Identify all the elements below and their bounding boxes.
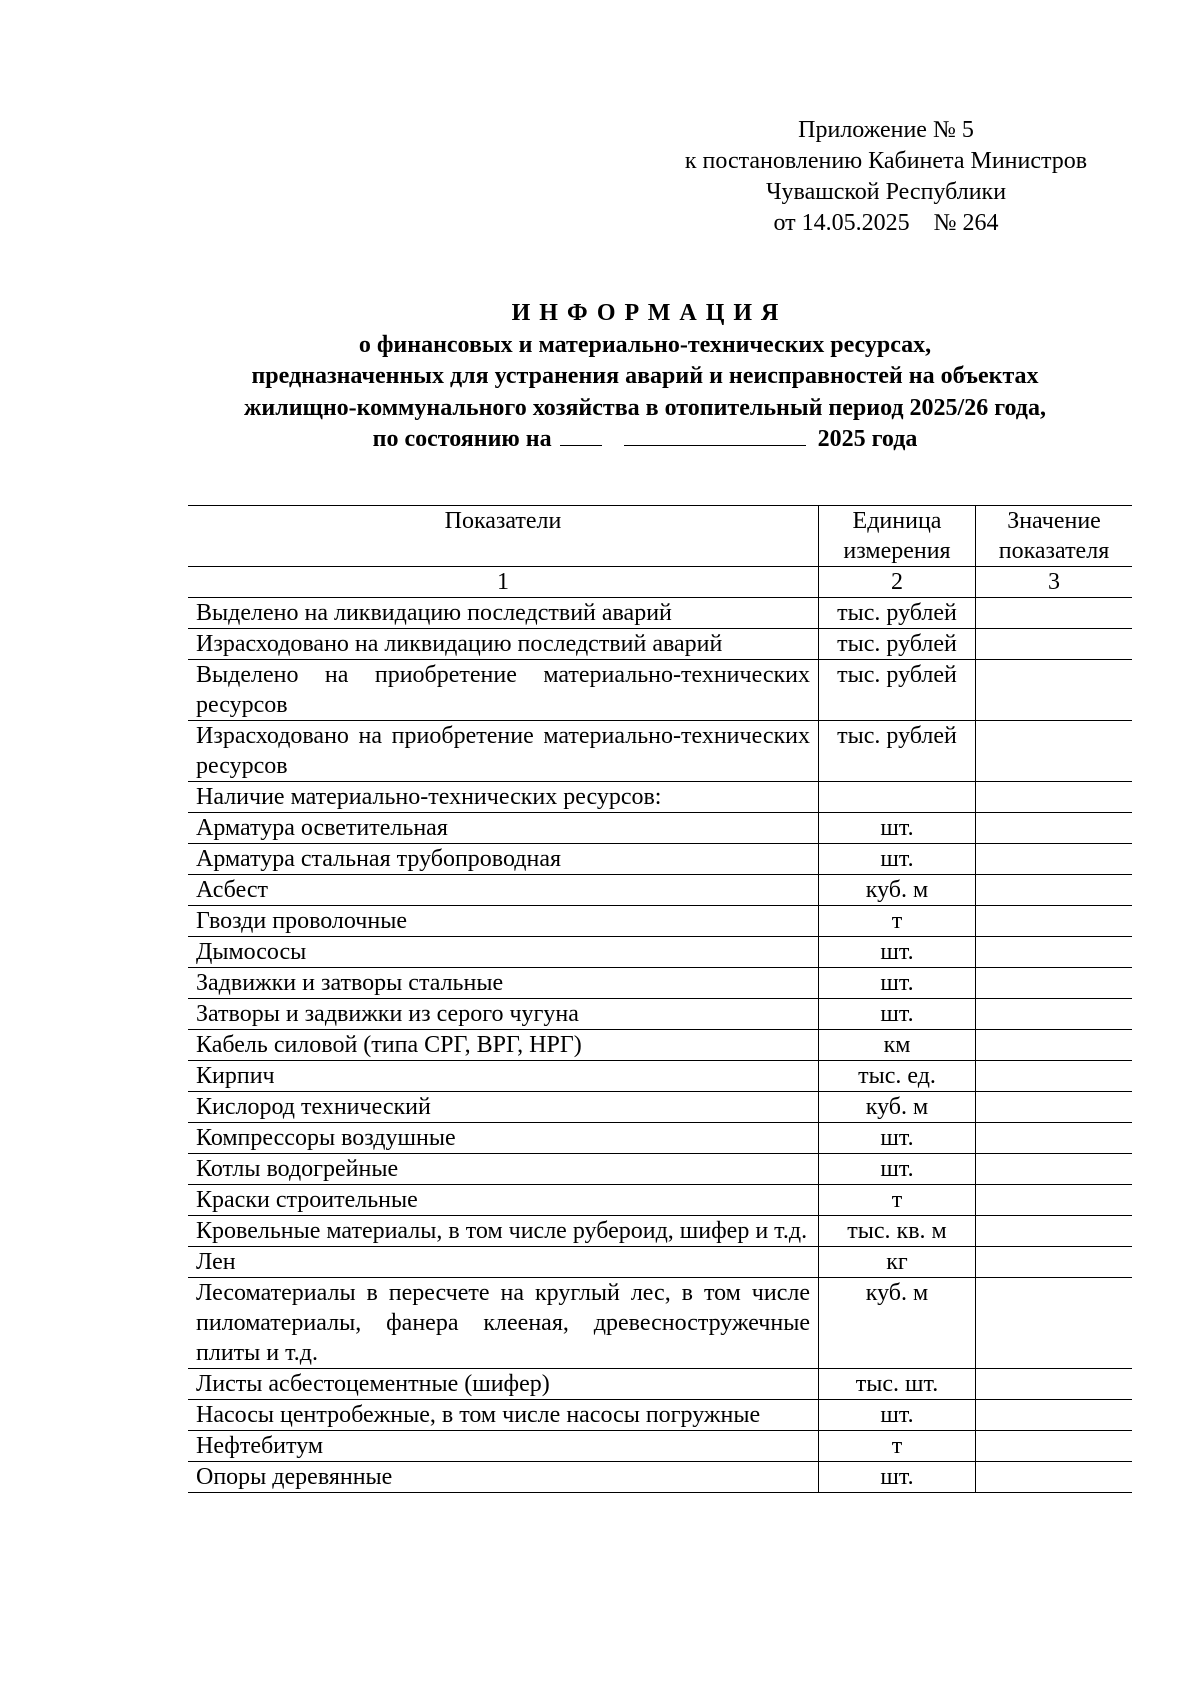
unit-cell: шт. [819, 999, 976, 1030]
appendix-block [660, 115, 1112, 239]
unit-cell: куб. м [819, 1092, 976, 1123]
table-row [188, 1278, 1132, 1369]
table-row [188, 937, 1132, 968]
value-cell[interactable] [976, 813, 1133, 844]
table-row [188, 844, 1132, 875]
unit-cell: тыс. кв. м [819, 1216, 976, 1247]
column-number-3: 3 [976, 567, 1133, 598]
header-unit: Единица измерения [819, 506, 976, 567]
table-row [188, 1247, 1132, 1278]
value-cell[interactable] [976, 875, 1133, 906]
indicator-cell: Краски строительные [188, 1185, 819, 1216]
appendix-line-2: к постановлению Кабинета Министров [684, 148, 1088, 174]
unit-cell: шт. [819, 1400, 976, 1431]
value-cell[interactable] [976, 937, 1133, 968]
indicator-cell: Опоры деревянные [188, 1462, 819, 1493]
unit-cell: т [819, 1185, 976, 1216]
value-cell[interactable] [976, 906, 1133, 937]
unit-cell: тыс. рублей [819, 660, 976, 721]
unit-cell: тыс. рублей [819, 721, 976, 782]
table-row [188, 999, 1132, 1030]
title-line-3: жилищно-коммунального хозяйства в отопительный период 2025/26 года, [244, 394, 1046, 421]
unit-cell: куб. м [819, 875, 976, 906]
value-cell[interactable] [976, 1030, 1133, 1061]
indicator-cell: Листы асбестоцементные (шифер) [188, 1369, 819, 1400]
indicator-cell: Арматура осветительная [188, 813, 819, 844]
unit-cell: тыс. рублей [819, 598, 976, 629]
column-number-2: 2 [819, 567, 976, 598]
indicator-cell: Насосы центробежные, в том числе насосы погружные [188, 1400, 819, 1431]
unit-cell: тыс. ед. [819, 1061, 976, 1092]
table-row [188, 629, 1132, 660]
table-row [188, 1123, 1132, 1154]
table-header-row [188, 506, 1132, 567]
unit-cell: шт. [819, 937, 976, 968]
indicator-cell: Кровельные материалы, в том числе рубероид, шифер и т.д. [188, 1216, 819, 1247]
value-cell[interactable] [976, 1462, 1133, 1493]
title-line-4 [175, 424, 1115, 456]
unit-cell: км [819, 1030, 976, 1061]
table-row [188, 721, 1132, 782]
value-cell[interactable] [976, 1092, 1133, 1123]
value-cell[interactable] [976, 1278, 1133, 1369]
day-blank-field[interactable] [560, 425, 602, 446]
value-cell[interactable] [976, 999, 1133, 1030]
indicator-cell: Затворы и задвижки из серого чугуна [188, 999, 819, 1030]
indicator-cell: Лен [188, 1247, 819, 1278]
indicator-cell: Задвижки и затворы стальные [188, 968, 819, 999]
value-cell[interactable] [976, 782, 1133, 813]
indicator-cell: Израсходовано на ликвидацию последствий аварий [188, 629, 819, 660]
value-cell[interactable] [976, 1154, 1133, 1185]
indicator-cell: Кабель силовой (типа СРГ, ВРГ, НРГ) [188, 1030, 819, 1061]
appendix-line-1: Приложение № 5 [798, 117, 974, 143]
unit-cell: тыс. рублей [819, 629, 976, 660]
title-line-2: предназначенных для устранения аварий и неисправностей на объектах [251, 363, 1039, 389]
table-row [188, 1154, 1132, 1185]
unit-cell [819, 782, 976, 813]
value-cell[interactable] [976, 721, 1133, 782]
unit-cell: шт. [819, 844, 976, 875]
table-body [188, 598, 1132, 1493]
appendix-date: от 14.05.2025 [773, 210, 910, 236]
column-number-1: 1 [188, 567, 819, 598]
value-cell[interactable] [976, 968, 1133, 999]
table-row [188, 1462, 1132, 1493]
title-line-1: о финансовых и материально-технических ресурсах, [358, 331, 932, 358]
table-row [188, 1185, 1132, 1216]
indicator-cell: Нефтебитум [188, 1431, 819, 1462]
table-row [188, 968, 1132, 999]
table-row [188, 906, 1132, 937]
month-blank-field[interactable] [624, 425, 806, 446]
indicator-cell: Лесоматериалы в пересчете на круглый лес, в том числе пиломатериалы, фанера клееная, древесностружечные плиты и т.д. [188, 1278, 819, 1369]
table-row [188, 1216, 1132, 1247]
title-main: ИНФОРМАЦИЯ [511, 300, 788, 326]
table-row [188, 598, 1132, 629]
value-cell[interactable] [976, 629, 1133, 660]
value-cell[interactable] [976, 660, 1133, 721]
unit-cell: куб. м [819, 1278, 976, 1369]
value-cell[interactable] [976, 1431, 1133, 1462]
indicator-cell: Гвозди проволочные [188, 906, 819, 937]
indicator-cell: Кислород технический [188, 1092, 819, 1123]
table-number-row [188, 567, 1132, 598]
table-row [188, 875, 1132, 906]
value-cell[interactable] [976, 598, 1133, 629]
title-date-suffix: 2025 года [817, 426, 918, 452]
table-row [188, 1092, 1132, 1123]
value-cell[interactable] [976, 1061, 1133, 1092]
indicator-cell: Асбест [188, 875, 819, 906]
indicator-cell: Котлы водогрейные [188, 1154, 819, 1185]
value-cell[interactable] [976, 1247, 1133, 1278]
resources-table [188, 505, 1132, 1493]
unit-cell: шт. [819, 968, 976, 999]
indicator-cell: Кирпич [188, 1061, 819, 1092]
indicator-cell: Компрессоры воздушные [188, 1123, 819, 1154]
value-cell[interactable] [976, 1123, 1133, 1154]
unit-cell: шт. [819, 1123, 976, 1154]
indicator-cell: Дымососы [188, 937, 819, 968]
table-row [188, 1431, 1132, 1462]
indicator-cell: Выделено на ликвидацию последствий аварий [188, 598, 819, 629]
value-cell[interactable] [976, 1185, 1133, 1216]
section-heading: Наличие материально-технических ресурсов: [188, 782, 819, 813]
appendix-line-3: Чувашской Республики [765, 179, 1007, 205]
table-row [188, 813, 1132, 844]
appendix-number: № 264 [933, 210, 999, 236]
unit-cell: т [819, 906, 976, 937]
table-row [188, 1061, 1132, 1092]
unit-cell: шт. [819, 813, 976, 844]
indicator-cell: Выделено на приобретение материально-технических ресурсов [188, 660, 819, 721]
unit-cell: кг [819, 1247, 976, 1278]
table-row [188, 1369, 1132, 1400]
appendix-date-line [660, 208, 1112, 239]
table-row [188, 1030, 1132, 1061]
value-cell[interactable] [976, 844, 1133, 875]
table-row [188, 1400, 1132, 1431]
unit-cell: шт. [819, 1154, 976, 1185]
unit-cell: шт. [819, 1462, 976, 1493]
indicator-cell: Израсходовано на приобретение материально-технических ресурсов [188, 721, 819, 782]
header-indicators: Показатели [188, 506, 819, 567]
table-row [188, 782, 1132, 813]
value-cell[interactable] [976, 1216, 1133, 1247]
header-value: Значение показателя [976, 506, 1133, 567]
value-cell[interactable] [976, 1369, 1133, 1400]
unit-cell: тыс. шт. [819, 1369, 976, 1400]
document-title [175, 298, 1115, 456]
value-cell[interactable] [976, 1400, 1133, 1431]
title-date-prefix: по состоянию на [372, 426, 552, 452]
unit-cell: т [819, 1431, 976, 1462]
table-row [188, 660, 1132, 721]
indicator-cell: Арматура стальная трубопроводная [188, 844, 819, 875]
